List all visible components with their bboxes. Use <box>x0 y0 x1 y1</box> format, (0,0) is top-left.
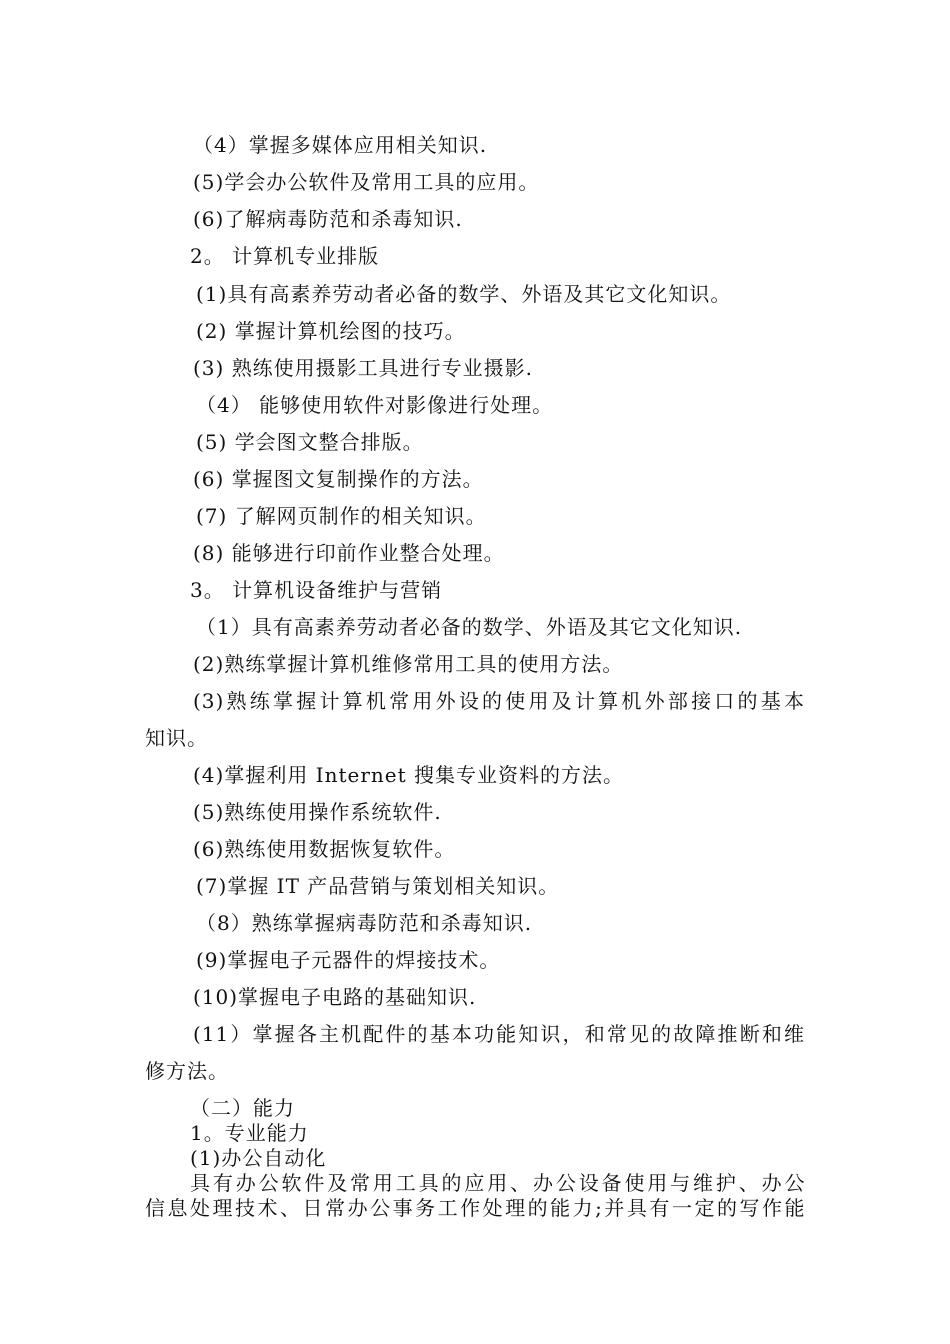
list-item: （4） 能够使用软件对影像进行处理。 <box>196 393 554 417</box>
subsection-heading: (1)办公自动化 <box>190 1146 327 1170</box>
list-item: (5)学会办公软件及常用工具的应用。 <box>193 170 540 194</box>
list-item: (3)熟练掌握计算机常用外设的使用及计算机外部接口的基本 <box>193 689 805 713</box>
section-heading: （二）能力 <box>190 1096 295 1120</box>
list-item: (9)掌握电子元器件的焊接技术。 <box>196 948 501 972</box>
list-item: (6) 掌握图文复制操作的方法。 <box>193 467 484 491</box>
list-item-continuation: 修方法。 <box>145 1059 229 1083</box>
paragraph-line: 信息处理技术、日常办公事务工作处理的能力;并具有一定的写作能 <box>145 1196 805 1220</box>
paragraph-line: 具有办公软件及常用工具的应用、办公设备使用与维护、办公 <box>190 1171 805 1195</box>
list-item: (11）掌握各主机配件的基本功能知识，和常见的故障推断和维 <box>193 1022 805 1046</box>
list-item: (5) 学会图文整合排版。 <box>196 430 424 454</box>
list-item: (1)具有高素养劳动者必备的数学、外语及其它文化知识。 <box>196 282 732 306</box>
list-item: (6)熟练使用数据恢复软件。 <box>193 837 456 861</box>
list-item: (3) 熟练使用摄影工具进行专业摄影. <box>193 356 534 380</box>
list-item: (2)熟练掌握计算机维修常用工具的使用方法。 <box>193 652 624 676</box>
section-heading: 2。 计算机专业排版 <box>190 244 380 268</box>
section-heading: 3。 计算机设备维护与营销 <box>190 578 443 602</box>
list-item: (7) 了解网页制作的相关知识。 <box>196 504 487 528</box>
list-item: （8）熟练掌握病毒防范和杀毒知识. <box>196 911 533 935</box>
list-item: (4)掌握利用 Internet 搜集专业资料的方法。 <box>193 763 625 787</box>
list-item: (2) 掌握计算机绘图的技巧。 <box>196 319 466 343</box>
list-item: (8) 能够进行印前作业整合处理。 <box>193 541 505 565</box>
list-item: (6)了解病毒防范和杀毒知识. <box>193 207 463 231</box>
subsection-heading: 1。专业能力 <box>190 1121 309 1145</box>
list-item: (7)掌握 IT 产品营销与策划相关知识。 <box>196 874 560 898</box>
list-item: (5)熟练使用操作系统软件. <box>193 800 442 824</box>
list-item: (10)掌握电子电路的基础知识. <box>193 985 477 1009</box>
list-item: （1）具有高素养劳动者必备的数学、外语及其它文化知识. <box>196 615 743 639</box>
list-item: （4）掌握多媒体应用相关知识. <box>193 133 488 157</box>
list-item-continuation: 知识。 <box>145 726 208 750</box>
